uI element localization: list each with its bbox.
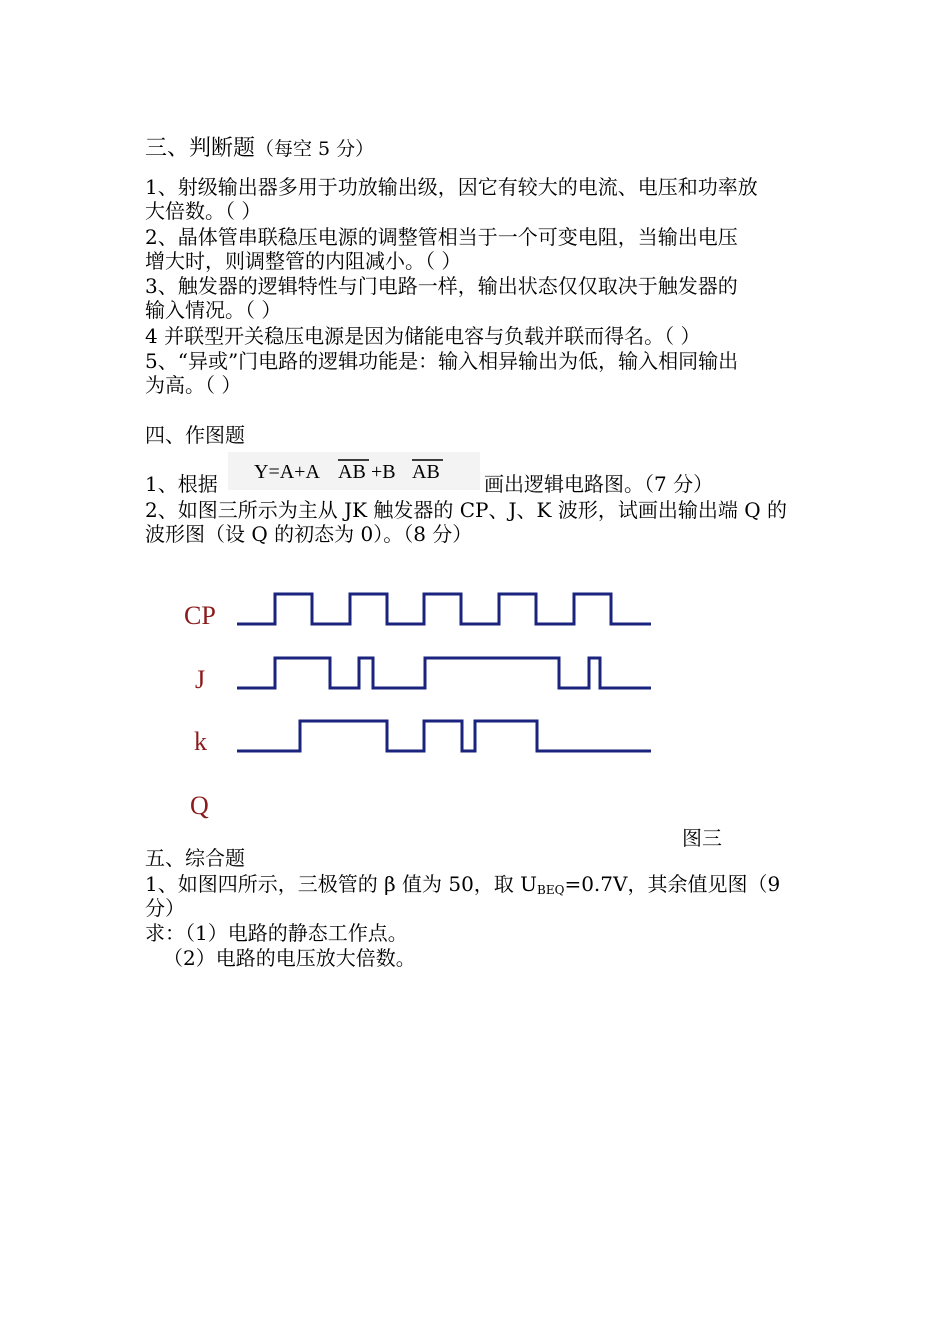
logic-formula	[228, 452, 480, 490]
figure-caption: 图三	[682, 826, 722, 850]
cp-waveform	[237, 594, 651, 624]
formula-overline-term-1: AB	[338, 461, 366, 483]
question-5-1-line-2: 分）	[145, 896, 185, 920]
question-3-5-line-2: 为高。（ ）	[145, 373, 242, 397]
question-5-1-prefix: 1、如图四所示，三极管的 β 值为 50，取 U	[145, 872, 538, 896]
question-3-1-line-1: 1、射级输出器多用于功放输出级，因它有较大的电流、电压和功率放	[145, 175, 758, 199]
formula-graphic	[228, 452, 480, 490]
question-4-1-prefix: 1、根据	[145, 472, 218, 496]
formula-y-part: Y=A+A	[254, 461, 320, 483]
waveform-svg	[175, 580, 675, 830]
waveform-label-k: k	[194, 727, 207, 756]
question-4-2-line-2: 波形图（设 Q 的初态为 0）。（8 分）	[145, 522, 473, 546]
section-3-heading	[145, 136, 810, 162]
question-4-2-line-1: 2、如图三所示为主从 JK 触发器的 CP、J、K 波形，试画出输出端 Q 的	[145, 498, 787, 522]
ubeq-subscript: BEQ	[537, 883, 565, 897]
question-3-3-line-1: 3、触发器的逻辑特性与门电路一样，输出状态仅仅取决于触发器的	[145, 274, 738, 298]
jk-waveform-diagram	[175, 580, 675, 830]
section-3-title: 三、判断题	[145, 136, 256, 161]
question-3-5-line-1: 5、“异或”门电路的逻辑功能是：输入相异输出为低，输入相同输出	[145, 349, 739, 373]
question-3-4: 4 并联型开关稳压电源是因为储能电容与负载并联而得名。（ ）	[145, 324, 701, 348]
section-3-note: （每空 5 分）	[255, 138, 375, 160]
waveform-label-q: Q	[190, 791, 209, 820]
question-3-2-line-1: 2、晶体管串联稳压电源的调整管相当于一个可变电阻，当输出电压	[145, 225, 738, 249]
section-4-title: 四、作图题	[145, 423, 245, 447]
question-5-ask-2: （2）电路的电压放大倍数。	[163, 946, 416, 970]
section-5-title: 五、综合题	[145, 846, 245, 870]
question-5-ask-1: 求：（1）电路的静态工作点。	[145, 921, 408, 945]
formula-plus-b: +B	[371, 461, 396, 483]
question-3-2-line-2: 增大时，则调整管的内阻减小。（ ）	[145, 249, 462, 273]
waveform-label-cp: CP	[184, 601, 216, 630]
question-3-1-line-2: 大倍数。（ ）	[145, 199, 262, 223]
formula-overline-term-2: AB	[412, 461, 440, 483]
question-4-1-suffix: 画出逻辑电路图。（7 分）	[484, 472, 714, 496]
j-waveform	[237, 658, 651, 688]
waveform-label-j: J	[195, 665, 206, 694]
question-5-1-suffix: =0.7V，其余值见图（9	[564, 872, 781, 896]
k-waveform	[237, 721, 651, 751]
question-3-3-line-2: 输入情况。（ ）	[145, 298, 282, 322]
